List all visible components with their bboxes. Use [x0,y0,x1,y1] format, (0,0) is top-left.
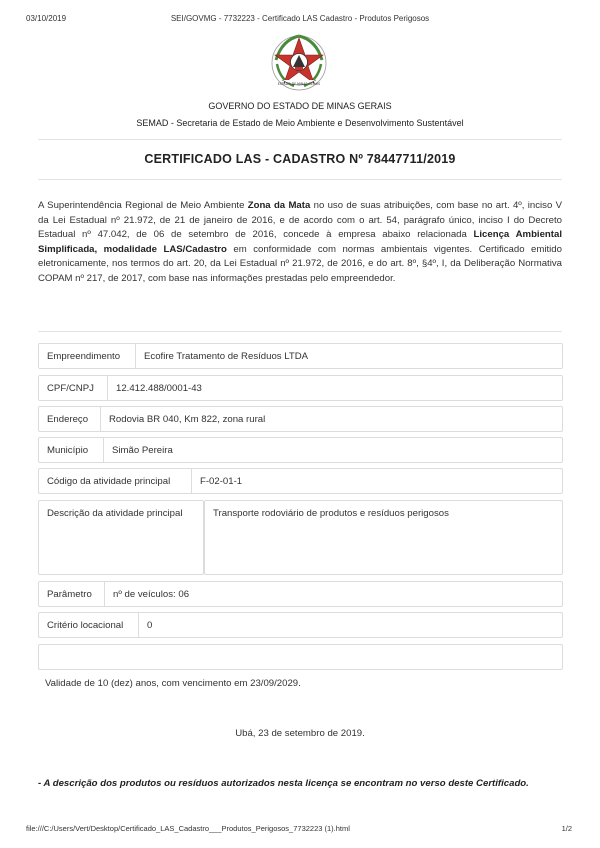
crest-text: ESTADO DE MINAS GERAIS [277,82,321,86]
field-endereco [38,406,563,432]
field-value: F-02-01-1 [200,475,243,487]
license-type: Licença Ambiental Simplificada, modalidade LAS/Cadastro [38,229,562,255]
field-label: Parâmetro [39,582,105,606]
empty-field [38,644,563,670]
divider [38,331,562,332]
region-name: Zona da Mata [247,200,311,211]
field-value: nº de veículos: 06 [113,588,190,600]
field-criterio-locacional [38,612,563,638]
field-label: Descrição da atividade principal [47,508,183,519]
print-date: 03/10/2019 [26,14,67,23]
field-descricao-value-box [204,500,563,575]
certificate-title: CERTIFICADO LAS - CADASTRO Nº 78447711/2019 [144,152,456,166]
government-name: GOVERNO DO ESTADO DE MINAS GERAIS [208,101,392,111]
field-value: Rodovia BR 040, Km 822, zona rural [109,413,266,425]
field-codigo-atividade [38,468,563,494]
page-number: 1/2 [561,824,572,833]
divider [38,179,562,180]
field-label: Município [39,438,104,462]
field-municipio [38,437,563,463]
body-text-part: em conformidade com normas ambientais vigentes. Certificado emitido eletronicamente, nos termos do art. 20, da Lei Estadual nº 21.972, de 2016, e do art. 8º, §4º, I, da Deliberação Normativa COPAM nº 217, de 2017, com base nas informações prestadas pelo empreendedor. [38,243,562,284]
secretariat-name: SEMAD - Secretaria de Estado de Meio Ambiente e Desenvolvimento Sustentável [136,118,464,128]
footnote: - A descrição dos produtos ou resíduos autorizados nesta licença se encontram no verso deste Certificado. [38,778,529,789]
field-label: CPF/CNPJ [39,376,108,400]
body-text-part: A Superintendência Regional de Meio Ambiente [38,200,248,211]
certificate-body [38,199,562,287]
print-file-path: file:///C:/Users/Vert/Desktop/Certificado_LAS_Cadastro___Produtos_Perigosos_7732223 (1).html [26,824,350,833]
divider [38,139,562,140]
print-page-title: SEI/GOVMG - 7732223 - Certificado LAS Cadastro - Produtos Perigosos [170,14,430,23]
field-label: Código da atividade principal [39,469,192,493]
minas-gerais-coat-of-arms-icon [268,30,330,92]
field-empreendimento [38,343,563,369]
place-date: Ubá, 23 de setembro de 2019. [235,728,365,739]
field-label: Empreendimento [39,344,136,368]
field-descricao-label-box [38,500,204,575]
field-value: Simão Pereira [112,444,173,456]
field-cpf-cnpj [38,375,563,401]
field-value: 12.412.488/0001-43 [116,382,202,394]
field-value: Ecofire Tratamento de Resíduos LTDA [144,350,309,362]
field-label: Critério locacional [39,613,139,637]
field-value: Transporte rodoviário de produtos e resíduos perigosos [213,508,449,519]
field-label: Endereço [39,407,101,431]
field-parametro [38,581,563,607]
body-text-part: no uso de suas atribuições, com base no art. 4º, inciso V da Lei Estadual nº 21.972, de 21 de janeiro de 2016, e de acordo com o art. 54, parágrafo único, inciso I do Decreto Estadual nº 47.042, de 06 de setembro de 2016, concede à empresa abaixo relacionada [38,200,563,241]
field-value: 0 [147,619,153,631]
validity-text: Validade de 10 (dez) anos, com vencimento em 23/09/2029. [45,678,301,689]
